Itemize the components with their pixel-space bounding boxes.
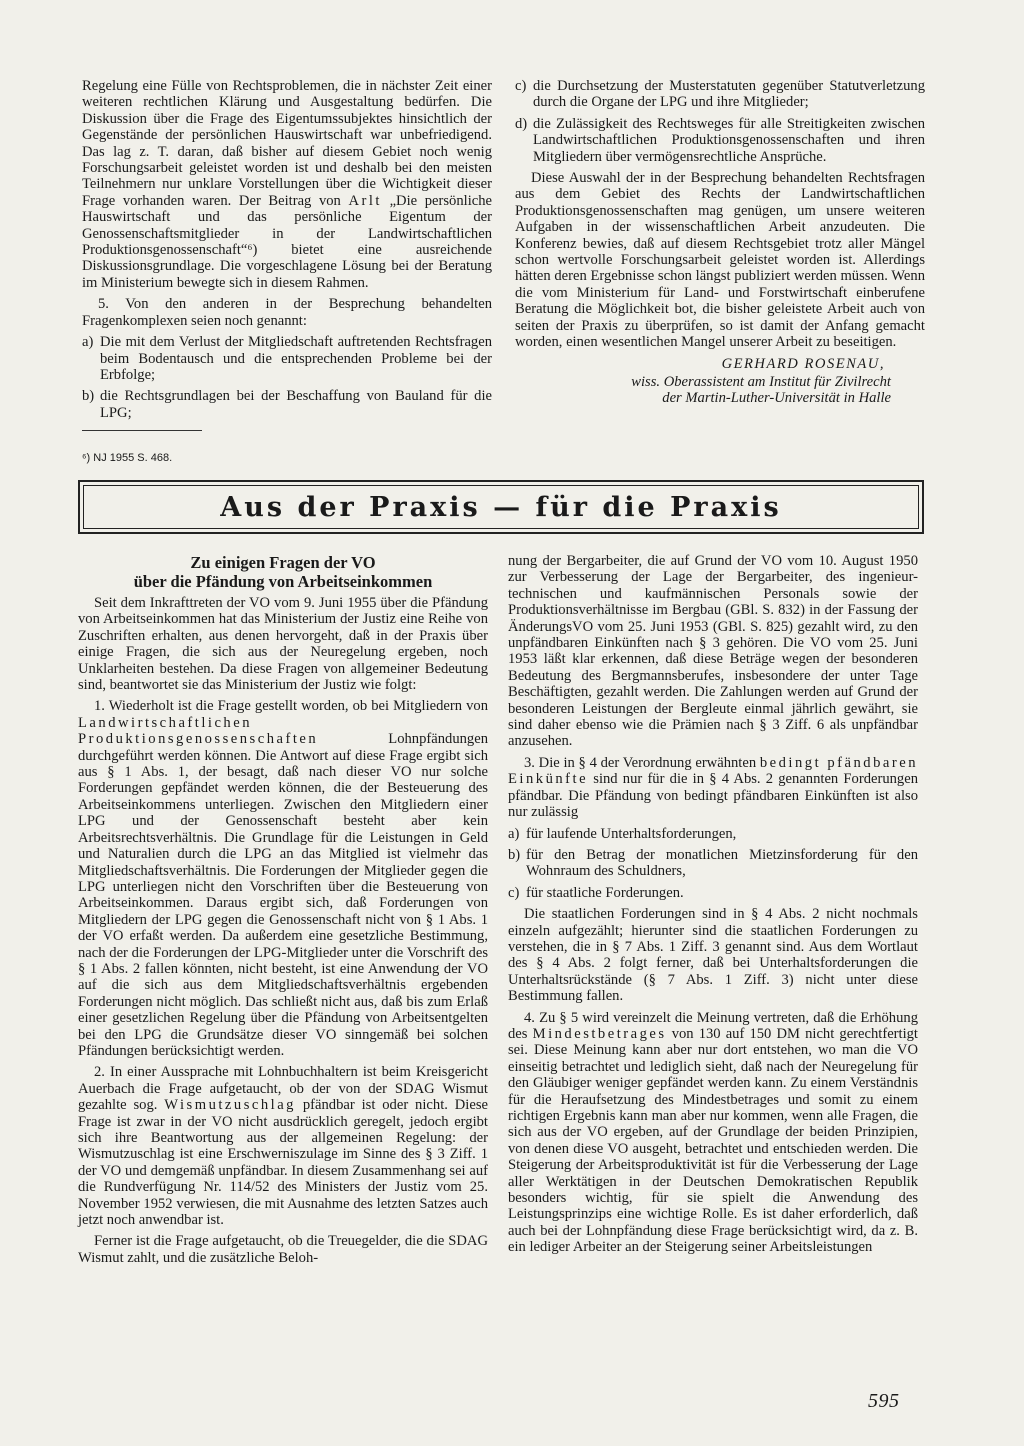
list-item: b) die Rechtsgrundlagen bei der Beschaffung von Bauland für die LPG;: [82, 388, 492, 421]
paragraph: 2. In einer Aussprache mit Lohnbuchhaltern ist beim Kreisgericht Auerbach die Frage aufgetaucht, ob der von der SDAG Wismut gezahlte sog. Wismutzuschlag pfändbar ist oder nicht. Diese Frage ist zwar in der VO nicht ausdrücklich geregelt, jedoch ergibt sich ihre Beantwortung aus der allgemeinen Regelung: der Wismutzuschlag ist eine Erschwerniszulage im Sinne des § 3 Ziff. 1 der VO und demgemäß unpfändbar. In diesem Zusammenhang sei auf die Rundverfügung Nr. 114/52 des Ministers der Justiz vom 25. November 1952 verwiesen, die mit Ausnahme des letzten Satzes auch jetzt noch anwendbar ist.: [78, 1064, 488, 1229]
paragraph: nung der Bergarbeiter, die auf Grund der VO vom 10. August 1950 zur Verbesserung der Lage der Bergarbeiter, des ingenieur-technischen und kaufmännischen Personals sowie der Produktionsverhältnisse im Bergbau (GBl. S. 832) in der Fassung der ÄnderungsVO vom 25. Juni 1953 (GBl. S. 825) gezahlt wird, zu den unpfändbaren Einkünften nach § 3 gehören. Die VO vom 25. Juni 1953 läßt klar erkennen, daß diese Beträge wegen der besonderen Bedeutung des Bergmannsberufes, insbesondere der unter Tage Beschäftigten, gezahlt werden. Die Zahlungen werden auf Grund der besonderen Leistungen der Bergleute einmal jährlich gewährt, sie sind daher ebenso wie die Prämien nach § 3 Ziff. 6 als unpfändbar anzusehen.: [508, 553, 918, 750]
paragraph: 4. Zu § 5 wird vereinzelt die Meinung vertreten, daß die Erhöhung des Mindestbetrages von 130 auf 150 DM nicht gerechtfertigt sei. Diese Meinung kann aber nur dort entstehen, wo man die VO einseitig betrachtet und lediglich sieht, daß nach der Neuregelung für den Gläubiger weniger gepfändet werden kann. Zu einem Verständnis für die Heraufsetzung des Mindestbetrages und somit zu einem richtigen Ergebnis kann man aber nur kommen, wenn alle Fragen, die sich aus der VO ergeben, auf der Grundlage der beiden Prinzipien, von denen diese VO ausgeht, betrachtet und entschieden werden. Die Steigerung der Arbeitsproduktivität ist für die Verbesserung der Lage aller Werktätigen in der Deutschen Demokratischen Republik besonders wichtig, für sie spielt die Anwendung des Leistungsprinzips eine wichtige Rolle. Es ist daher erforderlich, daß auch bei der Lohnpfändung diese Frage berücksichtigt wird, da z. B. ein lediger Arbeiter an der Steigerung seiner Arbeitsleistungen: [508, 1009, 918, 1256]
article-right-column: [508, 553, 918, 1261]
list-item: a) Die mit dem Verlust der Mitgliedschaft auftretenden Rechtsfragen beim Bodentausch und die entsprechenden Probleme bei der Erbfolge;: [82, 334, 492, 383]
signature-name: GERHARD ROSENAU,: [721, 355, 885, 372]
article-title: Zu einigen Fragen der VO über die Pfändung von Arbeitseinkommen: [133, 553, 433, 591]
paragraph: Diese Auswahl der in der Besprechung behandelten Rechtsfragen aus dem Gebiet des Rechts der Landwirtschaftlichen Produktionsgenossenschaften mag genügen, um unsere weiteren Aufgaben in der wissenschaftlichen Arbeit anzudeuten. Die Konferenz bewies, daß auf diesem Rechtsgebiet trotz aller Mängel schon wertvolle Forschungsarbeit geleistet worden ist. Allerdings hätten deren Ergebnisse schon längst publiziert werden müssen. Wenn die vom Ministerium für Land- und Forstwirtschaft einberufene Beratung die Möglichkeit bot, die bisher geleistete Arbeit auch von seiten der Praxis zu überprüfen, so ist damit der Anfang gemacht worden, einen wesentlichen Mangel unserer Arbeit zu beseitigen.: [515, 170, 925, 351]
paragraph: Ferner ist die Frage aufgetaucht, ob die Treuegelder, die die SDAG Wismut zahlt, und die zusätzliche Beloh-: [78, 1233, 488, 1266]
author-name: Arlt: [348, 192, 382, 209]
paragraph: Die staatlichen Forderungen sind in § 4 Abs. 2 nicht nochmals einzeln aufgezählt; hierunter sind die staatlichen Forderungen zu verstehen, die in § 7 Abs. 1 Ziff. 3 genannt sind. Aus dem Wortlaut des § 4 Abs. 2 folgt ferner, daß bei Unterhaltsforderungen die Unterhaltsrückstände (§ 7 Abs. 1 Ziff. 3) nicht unter diese Bestimmung fallen.: [508, 906, 918, 1005]
signature-affiliation: der Martin-Luther-Universität in Halle: [662, 390, 891, 407]
list-item: b) für den Betrag der monatlichen Mietzinsforderung für den Wohnraum des Schuldners,: [508, 846, 918, 880]
paragraph: 1. Wiederholt ist die Frage gestellt worden, ob bei Mitgliedern von Landwirtschaftlichen Produktionsgenossenschaften Lohnpfändungen durchgeführt werden können. Die Antwort auf diese Frage ergibt sich aus § 1 Abs. 1, der besagt, daß nach dieser VO nur solche Forderungen gepfändet werden können, die der Besteuerung des Arbeitseinkommens unterliegen. Zwischen den Mitgliedern einer LPG und der Genossenschaft besteht aber kein Arbeitsrechtsverhältnis. Die Grundlage für die Leistungen in Geld und Naturalien durch die LPG an das Mitglied ist vielmehr das Mitgliedschaftsverhältnis. Die Forderungen der Mitglieder gegen die LPG unterliegen nicht den Vorschriften über die Besteuerung von Arbeitseinkommen. Daraus ergibt sich, daß Forderungen von Mitgliedern der LPG gegen die Genossenschaft nicht von § 1 Abs. 1 der VO erfaßt werden. Da außerdem eine gesetzliche Bestimmung, nach der die Forderungen der LPG-Mitglieder unter die Vorschrift des § 1 Abs. 2 fallen könnten, nicht besteht, ist eine Anwendung der VO auf die sich aus dem Mitgliedschaftsverhältnis ergebenden Forderungen nicht möglich. Das schließt nicht aus, daß bis zum Erlaß einer gesetzlichen Regelung über die Pfändung von Arbeitsentgelten bei den LPG die Grundsätze dieser VO sinngemäß bei solchen Pfändungen berücksichtigt werden.: [78, 698, 488, 1059]
paragraph: 5. Von den anderen in der Besprechung behandelten Fragenkomplexen seien noch genannt:: [82, 296, 492, 329]
list-item: c) die Durchsetzung der Musterstatuten gegenüber Statutverletzung durch die Organe der LPG und ihre Mitglieder;: [515, 78, 925, 111]
section-title: Aus der Praxis — für die Praxis: [220, 491, 782, 523]
top-right-column: [515, 78, 925, 407]
list-item: c) für staatliche Forderungen.: [508, 884, 684, 901]
paragraph: 3. Die in § 4 der Verordnung erwähnten bedingt pfändbaren Einkünfte sind nur für die in § 4 Abs. 2 genannten Forderungen pfändbar. Die Pfändung von bedingt pfändbaren Einkünften ist also nur zulässig: [508, 754, 918, 821]
paragraph: Seit dem Inkrafttreten der VO vom 9. Juni 1955 über die Pfändung von Arbeitseinkommen hat das Ministerium der Justiz eine Reihe von Zuschriften erhalten, aus denen hervorgeht, daß in der Praxis über einige Fragen, die sich aus der Neuregelung ergeben, noch Unklarheiten bestehen. Da diese Fragen von allgemeiner Bedeutung sind, beantwortet sie das Ministerium der Justiz wie folgt:: [78, 595, 488, 694]
page-number: 595: [868, 1390, 900, 1412]
footnote: ⁶) NJ 1955 S. 468.: [82, 452, 173, 464]
article-left-column: [78, 553, 488, 1271]
footnote-divider: [82, 430, 202, 431]
list-item: a) für laufende Unterhaltsforderungen,: [508, 825, 737, 842]
paragraph: Regelung eine Fülle von Rechtsproblemen, die in nächster Zeit einer weiteren rechtlichen Klärung und Ausgestaltung bedürfen. Die Diskussion über die Frage des Eigentumssubjektes hinsichtlich der Gegenstände der persönlichen Hauswirtschaft war unbefriedigend. Das lag z. T. daran, daß bisher auf diesem Gebiet noch wenig Forschungsarbeit geleistet worden ist und deshalb bei den meisten Teilnehmern nur unklare Vorstellungen über die Wichtigkeit dieser Frage vorhanden waren. Der Beitrag von Arlt „Die persönliche Hauswirtschaft und das persönliche Eigentum der Genossenschaftsmitglieder in der Landwirtschaftlichen Produktionsgenossenschaft“⁶) bietet eine ausreichende Diskussionsgrundlage. Die vorgeschlagene Lösung bei der Beratung im Ministerium bewegte sich in diesem Rahmen.: [82, 78, 492, 291]
signature-affiliation: wiss. Oberassistent am Institut für Zivilrecht: [631, 373, 891, 390]
top-left-column: [82, 78, 492, 426]
list-item: d) die Zulässigkeit des Rechtsweges für alle Streitigkeiten zwischen Landwirtschaftlichen Produktionsgenossenschaften und ihren Mitgliedern über vermögensrechtliche Ansprüche.: [515, 115, 925, 165]
section-banner: [78, 480, 924, 534]
